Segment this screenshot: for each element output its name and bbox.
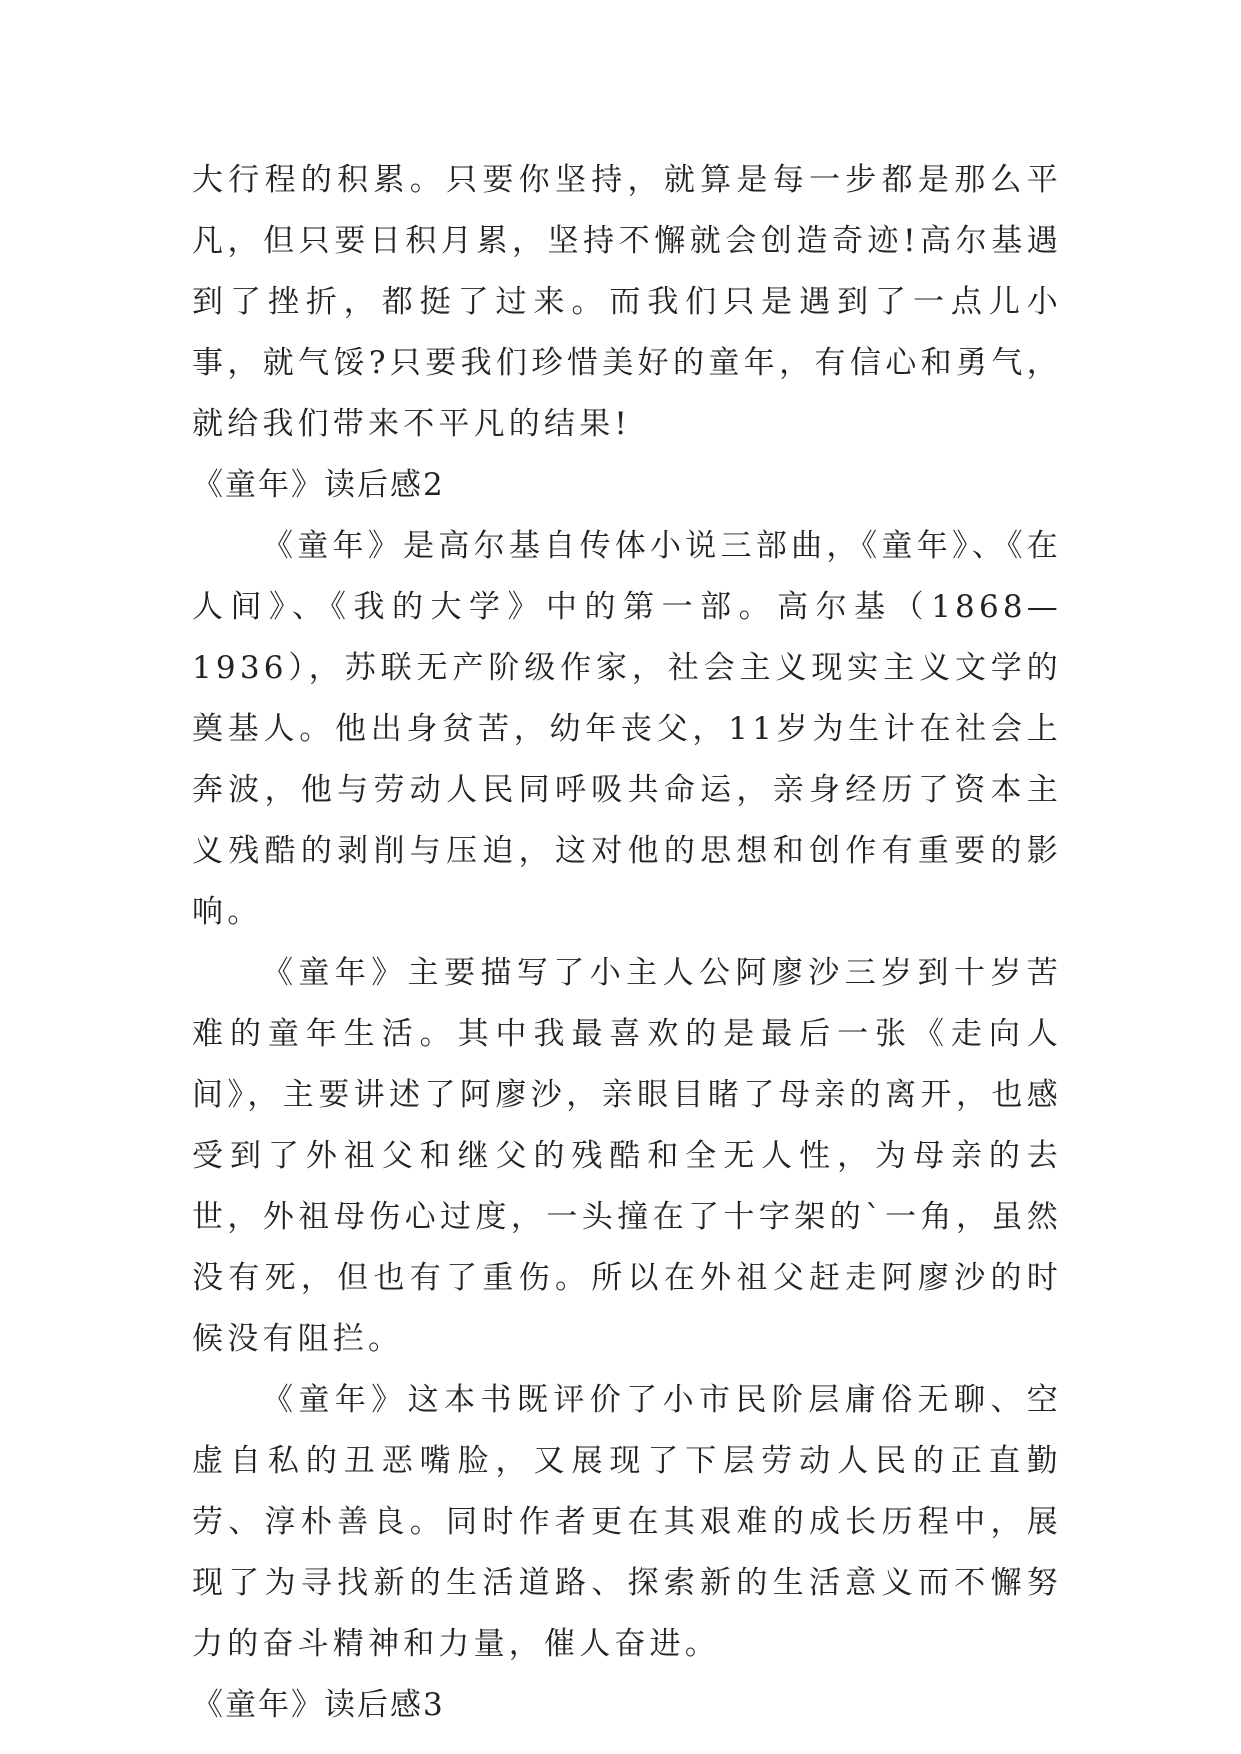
continued-paragraph: 大行程的积累。只要你坚持，就算是每一步都是那么平凡，但只要日积月累，坚持不懈就会创造奇迹!高尔基遇到了挫折，都挺了过来。而我们只是遇到了一点儿小事，就气馁?只要我们珍惜美好的童年，有信心和勇气，就给我们带来不平凡的结果!	[192, 162, 1062, 442]
section-2-paragraph-3: 《童年》这本书既评价了小市民阶层庸俗无聊、空虚自私的丑恶嘴脸，又展现了下层劳动人民的正直勤劳、淳朴善良。同时作者更在其艰难的成长历程中，展现了为寻找新的生活道路、探索新的生活意义而不懈努力的奋斗精神和力量，催人奋进。	[192, 1382, 1062, 1662]
section-heading-3: 《童年》读后感3	[192, 1687, 445, 1723]
section-2-paragraph-1: 《童年》是高尔基自传体小说三部曲，《童年》、《在人间》、《我的大学》中的第一部。高尔基（1868—1936），苏联无产阶级作家，社会主义现实主义文学的奠基人。他出身贫苦，幼年丧父，11岁为生计在社会上奔波，他与劳动人民同呼吸共命运，亲身经历了资本主义残酷的剥削与压迫，这对他的思想和创作有重要的影响。	[192, 528, 1062, 930]
document-page	[192, 150, 1062, 1736]
section-heading-2: 《童年》读后感2	[192, 467, 445, 503]
section-2-paragraph-2: 《童年》主要描写了小主人公阿廖沙三岁到十岁苦难的童年生活。其中我最喜欢的是最后一张《走向人间》，主要讲述了阿廖沙，亲眼目睹了母亲的离开，也感受到了外祖父和继父的残酷和全无人性，为母亲的去世，外祖母伤心过度，一头撞在了十字架的`一角，虽然没有死，但也有了重伤。所以在外祖父赶走阿廖沙的时候没有阻拦。	[192, 955, 1062, 1357]
